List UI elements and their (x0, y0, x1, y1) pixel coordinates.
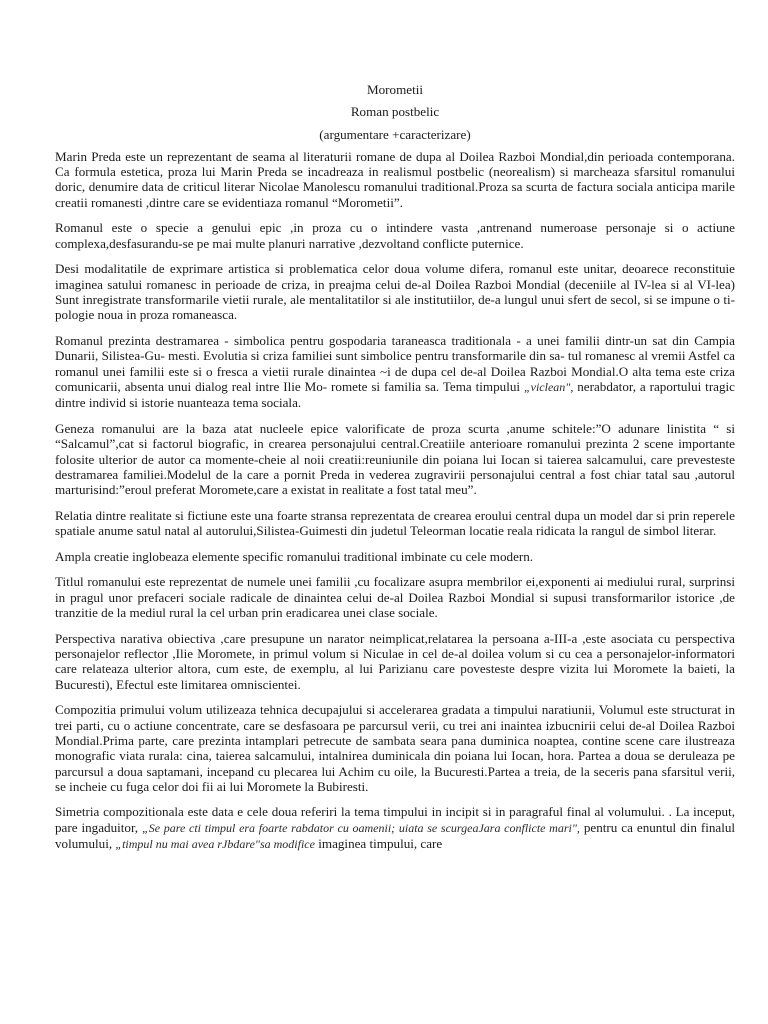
paragraph-tema-text: Romanul prezinta destramarea - simbolica pentru gospodaria taraneasca traditionala - a unei familii dintr-un sat din Campia Dunarii, Silistea-Gu- mesti. Evolutia si criza familiei sunt simbolice pentru transformarile din sa- tul romanesc al vremii Astfel ca romanul unei familii este si o fresca a vietii rurale dinaintea ~i de dupa cel de-al Doilea Razboi Mondial.O alta tema este criza comunicarii, absenta unui dialog real intre Ilie Mo- romete si familia sa. Tema timpului (55, 333, 735, 394)
quote-timp-rabdator: „Se pare cti timpul era foarte rabdator cu oamenii; uiata se scurgeaJara conflicte mari", (142, 820, 580, 835)
paragraph-roman-definitie: Romanul este o specie a genului epic ,in proza cu o intindere vasta ,antrenand numeroase personaje si o actiune complexa,desfasurandu-se pe mai multe planuri narrative ,dezvoltand conflicte puternice. (55, 220, 735, 251)
paragraph-intro: Marin Preda este un reprezentant de seama al literaturii romane de dupa al Doilea Razboi Mondial,din perioada contemporana. Ca formula estetica, proza lui Marin Preda se incadreaza in realismul postbelic (neorealism) si marcheaza sfarsitul romanului doric, denumire data de criticul literar Nicolae Manolescu romanului traditional.Proza sa scurta de factura sociala anticipa marile creatii romanesti ,dintre care se evidentiaza romanul “Morometii”. (55, 148, 735, 210)
paragraph-simetria-text: Simetria compozitionala este data e cele doua referiri la tema timpului in incipit si in paragraful final al volumului. . La inceput, pare ingaduitor, (55, 804, 735, 835)
document-tagline: (argumentare +caracterizare) (319, 126, 471, 142)
document-subtitle: Roman postbelic (350, 104, 440, 120)
paragraph-tema-text-end: nerabdator, a raportului tragic dintre individ si istorie nuanteaza tema sociala. (55, 378, 735, 411)
paragraph-ampla-creatie: Ampla creatie inglobeaza elemente specific romanului traditional imbinate cu cele modern. (55, 548, 534, 564)
quote-viclean: „viclean", (523, 379, 574, 394)
paragraph-perspectiva: Perspectiva narativa obiectiva ,care presupune un narator neimplicat,relatarea la persoana a-III-a ,este asociata cu perspectiva personajelor reflector ,Ilie Moromete, in primul volum si Niculae in cel de-al doilea volum si cu cea a personajelor-informatori care relateaza ulterior altora, cum este, de exemplu, al lui Parizianu care povesteste despre vizita lui Moromete la baieti, la Bucuresti), Efectul este limitarea omniscientei. (55, 630, 735, 692)
paragraph-relatia: Relatia dintre realitate si fictiune este una foarte stransa reprezentata de crearea eroului central dupa un model dar si prin reperele spatiale anume satul natal al autorului,Silistea-Guimesti din judetul Teleorman locatie reala ridicata la rangul de simbol literar. (55, 507, 735, 539)
quote-timp-final: „timpul nu mai avea rJbdare"sa modifice (115, 837, 315, 852)
paragraph-simetria-text-3: imaginea timpului, care (318, 836, 443, 852)
paragraph-tema (55, 333, 735, 410)
document-title: Morometii (366, 82, 423, 97)
paragraph-simetria (55, 804, 735, 852)
paragraph-modalitati: Desi modalitatile de exprimare artistica si problematica celor doua volume difera, romanul este unitar, deoarece reconstituie imaginea satului romanesc in perioade de criza, in preajma celui de-al Doilea Razboi Mondial (deceniile al IV-lea si al VI-lea) Sunt inregistrate transformarile vietii rurale, ale mentalitatilor si ale institutiilor, de-a lungul unui sfert de secol, si se impune o ti- pologie noua in proza romaneasca. (55, 261, 735, 323)
paragraph-simetria-text-2: pentru ca enuntul din finalul volumului, (55, 819, 736, 852)
paragraph-compozitia: Compozitia primului volum utilizeaza tehnica decupajului si accelerarea gradata a timpului naratiunii, Volumul este structurat in trei parti, cu o actiune concentrate, care se desfasoara pe parcursul verii, cu trei ani inaintea izbucnirii celui de-al Doilea Razboi Mondial.Prima parte, care prezinta intamplari petrecute de sambata seara pana duminica noaptea, contine scene care ilustreaza monografic viata rurala: cina, taierea salcamului, intalnirea duminicala din poiana lui Iocan, hora. Partea a doua se deruleaza pe parcursul a doua saptamani, incepand cu plecarea lui Achim cu oile, la Bucuresti.Partea a treia, de la seceris pana sfarsitul verii, se incheie cu fuga celor doi fii ai lui Moromete la Bubiresti. (55, 702, 735, 794)
paragraph-titlul: Titlul romanului este reprezentat de numele unei familii ,cu focalizare asupra membrilor ei,exponenti ai mediului rural, surprinsi in pragul unor prefaceri sociale radicale de dinaintea celui de-al Doilea Razboi Mondial si supusi transformarilor istorice ,de tranzitie de la mediul rural la cel urban prin eradicarea unei clase sociale. (55, 574, 735, 621)
paragraph-geneza: Geneza romanului are la baza atat nucleele epice valorificate de proza scurta ,anume schitele:”O adunare linistita “ si “Salcamul”,cat si factorul biografic, in crearea personajului central.Creatiile anterioare romanului prezinta 2 scene importante folosite ulterior de autor ca momente-cheie al noii creatii:reuniunile din poiana lui Iocan si taierea salcamului, care prevesteste destramarea familiei.Modelul de la care a pornit Preda in vederea zugravirii personajului central a fost chiar tatal sau ,autorul marturisind:”eroul preferat Moromete,care a existat in realitate a fost tatal meu”. (55, 420, 735, 498)
